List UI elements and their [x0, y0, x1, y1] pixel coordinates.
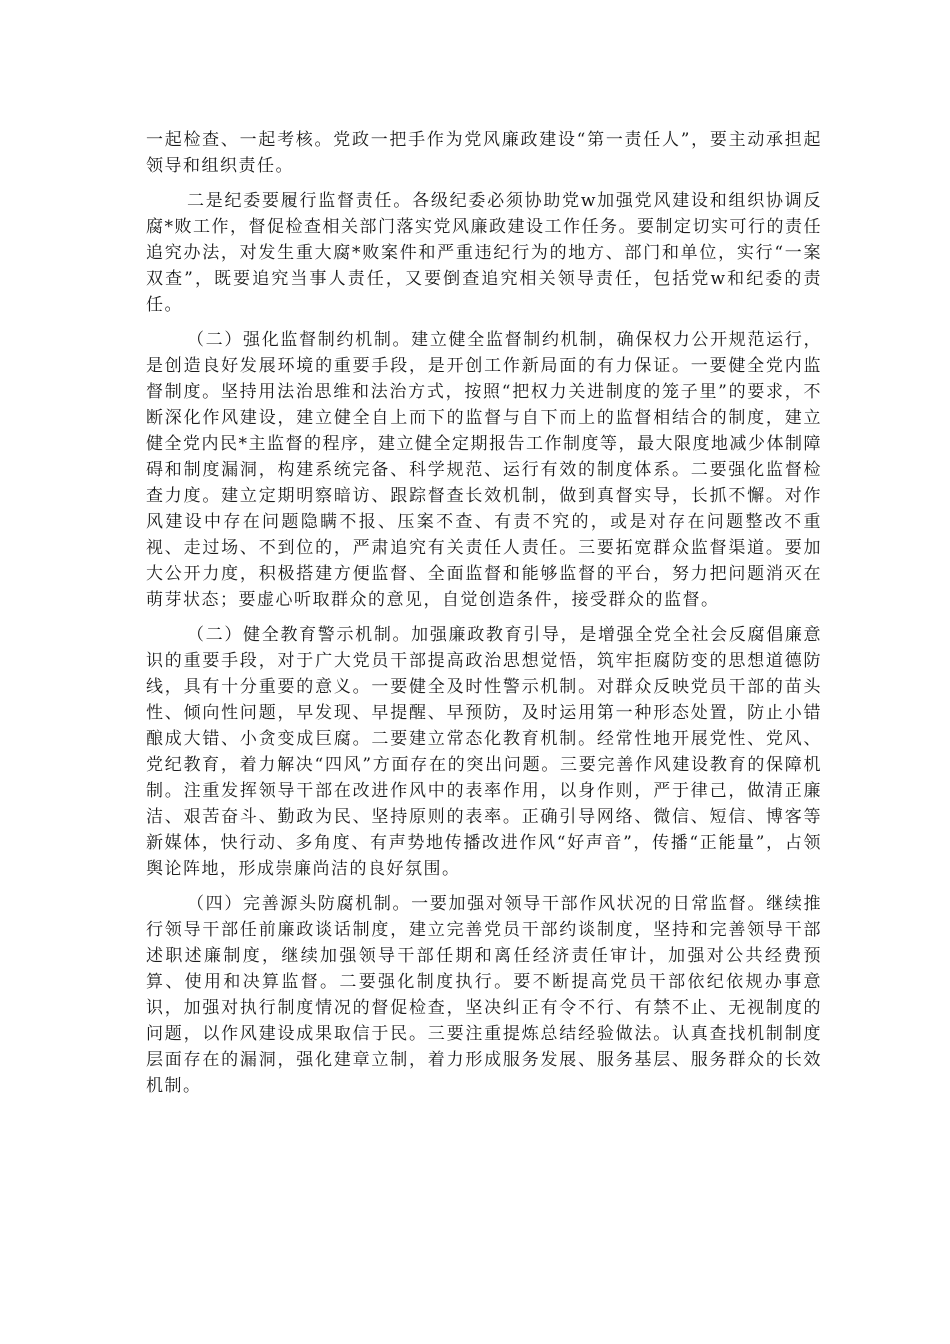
paragraph-education-warning: （二）健全教育警示机制。加强廉政教育引导，是增强全党全社会反腐倡廉意识的重要手段，对于广大党员干部提高政治思想觉悟，筑牢拒腐防变的思想道德防线，具有十分重要的意义。一要健全及时性警示机制。对群众反映党员干部的苗头性、倾向性问题，早发现、早提醒、早预防，及时运用第一种形态处置，防止小错酿成大错、小贪变成巨腐。二要建立常态化教育机制。经常性地开展党性、党风、党纪教育，着力解决“四风”方面存在的突出问题。三要完善作风建设教育的保障机制。注重发挥领导干部在改进作风中的表率作用，以身作则，严于律己，做清正廉洁、艰苦奋斗、勤政为民、坚持原则的表率。正确引导网络、微信、短信、博客等新媒体，快行动、多角度、有声势地传播改进作风“好声音”，传播“正能量”，占领舆论阵地，形成崇廉尚洁的良好氛围。 [146, 625, 822, 879]
document-body [146, 127, 822, 1108]
paragraph-supervision-mechanism: （二）强化监督制约机制。建立健全监督制约机制，确保权力公开规范运行，是创造良好发展环境的重要手段，是开创工作新局面的有力保证。一要健全党内监督制度。坚持用法治思维和法治方式，按照“把权力关进制度的笼子里”的要求，不断深化作风建设，建立健全自上而下的监督与自下而上的监督相结合的制度，建立健全党内民*主监督的程序，建立健全定期报告工作制度等，最大限度地减少体制障碍和制度漏洞，构建系统完备、科学规范、运行有效的制度体系。二要强化监督检查力度。建立定期明察暗访、跟踪督查长效机制，做到真督实导，长抓不懈。对作风建设中存在问题隐瞒不报、压案不查、有责不究的，或是对存在问题整改不重视、走过场、不到位的，严肃追究有关责任人责任。三要拓宽群众监督渠道。要加大公开力度，积极搭建方便监督、全面监督和能够监督的平台，努力把问题消灭在萌芽状态；要虚心听取群众的意见，自觉创造条件，接受群众的监督。 [146, 330, 822, 610]
paragraph-discipline-supervision: 二是纪委要履行监督责任。各级纪委必须协助党w加强党风建设和组织协调反腐*败工作，督促检查相关部门落实党风廉政建设工作任务。要制定切实可行的责任追究办法，对发生重大腐*败案件和严重违纪行为的地方、部门和单位，实行“一案双查”，既要追究当事人责任，又要倒查追究相关领导责任，包括党w和纪委的责任。 [146, 191, 822, 315]
paragraph-continuation: 一起检查、一起考核。党政一把手作为党风廉政建设“第一责任人”，要主动承担起领导和组织责任。 [146, 130, 822, 176]
paragraph-source-prevention: （四）完善源头防腐机制。一要加强对领导干部作风状况的日常监督。继续推行领导干部任前廉政谈话制度，建立完善党员干部约谈制度，坚持和完善领导干部述职述廉制度，继续加强领导干部任期和离任经济责任审计，加强对公共经费预算、使用和决算监督。二要强化制度执行。要不断提高党员干部依纪依规办事意识，加强对执行制度情况的督促检查，坚决纠正有令不行、有禁不止、无视制度的问题，以作风建设成果取信于民。三要注重提炼总结经验做法。认真查找机制制度层面存在的漏洞，强化建章立制，着力形成服务发展、服务基层、服务群众的长效机制。 [146, 894, 822, 1096]
